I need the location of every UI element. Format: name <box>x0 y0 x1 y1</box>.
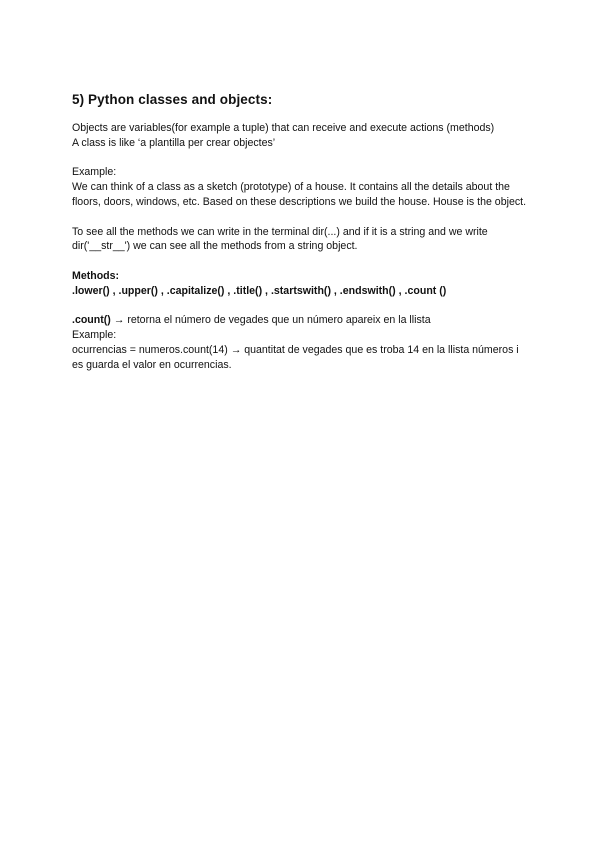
intro-line-1: Objects are variables(for example a tuple) that can receive and execute actions (methods) <box>72 122 495 134</box>
spacer <box>72 151 532 166</box>
methods-list: .lower() , .upper() , .capitalize() , .title() , .startswith() , .endswith() , .count () <box>72 284 447 297</box>
spacer <box>72 299 532 314</box>
example-label-2: Example: <box>72 329 117 342</box>
methods-label: Methods: <box>72 269 120 282</box>
section-heading: 5) Python classes and objects: <box>72 92 273 107</box>
example-paragraph: We can think of a class as a sketch (prototype) of a house. It contains all the details about the floors, doors, windows, etc. Based on these descriptions we build the house. House is the object. <box>72 181 527 208</box>
intro-line-2: A class is like ‘a plantilla per crear objectes’ <box>72 136 276 149</box>
count-description: → retorna el número de vegades que un número apareix en la llista <box>110 314 431 327</box>
dir-paragraph: To see all the methods we can write in the terminal dir(...) and if it is a string and we write dir('__str__') we can see all the methods from a string object. <box>72 225 488 253</box>
count-example: ocurrencias = numeros.count(14) → quantitat de vegades que es troba 14 en la llista números i es guarda el valor en ocurrencias. <box>72 343 519 371</box>
spacer <box>72 210 532 225</box>
spacer <box>72 254 532 269</box>
count-method-name: .count() <box>72 314 111 327</box>
example-label: Example: <box>72 166 117 179</box>
count-line <box>72 313 532 328</box>
document-page <box>72 92 532 373</box>
